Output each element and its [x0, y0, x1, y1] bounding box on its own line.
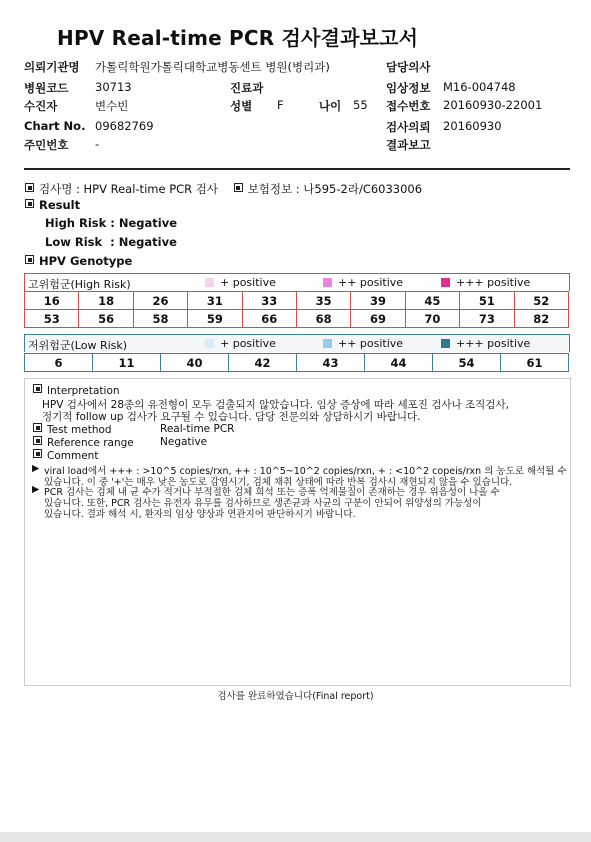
- legend-swatch-plus2: [323, 278, 332, 287]
- result-report-label: 결과보고: [386, 138, 431, 152]
- high-risk-row: [25, 310, 569, 328]
- bullet-icon: [33, 436, 42, 445]
- comment-2-line-b: 있습니다. 또한, PCR 검사는 유전자 유무를 검사하므로 생존균과 사균의 구분이 안되어 위양성의 가능성이: [44, 498, 482, 509]
- test-request-label: 검사의뢰: [386, 120, 431, 134]
- genotype-cell: 54: [433, 354, 501, 372]
- comment-arrow-1: ▶: [32, 463, 40, 474]
- header-divider: [24, 168, 570, 170]
- genotype-cell: 53: [25, 310, 79, 328]
- test-method-row: [33, 423, 112, 436]
- interpretation-heading-text: Interpretation: [47, 385, 120, 397]
- chart-no-value: 09682769: [95, 119, 154, 133]
- insurance-info: 보험정보 : 나595-2라/C6033006: [247, 182, 423, 196]
- bullet-icon: [234, 183, 243, 192]
- genotype-cell: 45: [405, 292, 459, 310]
- legend-plus3-label: +++ positive: [456, 276, 531, 289]
- genotype-cell: 40: [161, 354, 229, 372]
- comment-heading: [33, 449, 98, 462]
- low-risk-header: [24, 334, 570, 352]
- genotype-cell: 68: [296, 310, 350, 328]
- test-name: 검사명 : HPV Real-time PCR 검사: [39, 182, 219, 196]
- comment-2-line-a: PCR 검사는 검체 내 균 수가 적거나 부적절한 검체 희석 또는 증폭 억제물질이 존재하는 경우 위음성이 나올 수: [44, 487, 500, 498]
- genotype-cell: 11: [93, 354, 161, 372]
- genotype-cell: 42: [229, 354, 297, 372]
- legend-plus2: [323, 276, 403, 289]
- hospital-code-value: 30713: [95, 80, 132, 94]
- legend-low-swatch-plus3: [441, 339, 450, 348]
- test-name-line: [25, 181, 422, 197]
- bullet-icon: [33, 384, 42, 393]
- low-risk-title: 저위험군(Low Risk): [28, 339, 128, 352]
- low-risk-result: Low Risk : Negative: [45, 235, 177, 249]
- interpretation-line-1: HPV 검사에서 28종의 유전형이 모두 검출되지 않았습니다. 임상 증상에 따라 세포진 검사나 조직검사,: [42, 399, 509, 411]
- attending-physician-label: 담당의사: [386, 60, 431, 74]
- genotype-cell: 16: [25, 292, 79, 310]
- legend-plus-label: + positive: [220, 276, 276, 289]
- genotype-cell: 52: [514, 292, 568, 310]
- test-request-value: 20160930: [443, 119, 502, 133]
- final-report-note: 검사를 완료하였습니다(Final report): [217, 691, 374, 702]
- bullet-icon: [25, 183, 34, 192]
- comment-2-line-c: 있습니다. 결과 해석 시, 환자의 임상 양상과 연관지어 판단하시기 바랍니다.: [44, 509, 356, 520]
- report-title: HPV Real-time PCR 검사결과보고서: [57, 26, 419, 50]
- comment-1-line-b: 있습니다. 이 중 '+'는 매우 낮은 농도로 감염시기, 검체 채취 상태에 따라 반복 검사시 재현되지 않을 수 있습니다.: [44, 477, 513, 488]
- legend-plus3: [441, 276, 530, 289]
- genotype-cell: 51: [460, 292, 514, 310]
- high-risk-header: [24, 273, 570, 291]
- reference-range-label: Reference range: [47, 437, 134, 449]
- page-bottom-band: [0, 832, 591, 842]
- age-value: 55: [353, 98, 368, 112]
- bullet-icon: [25, 255, 34, 264]
- interpretation-heading: [33, 384, 120, 397]
- hospital-code-label: 병원코드: [24, 81, 69, 95]
- legend-plus2-label: ++ positive: [338, 276, 404, 289]
- resident-no-label: 주민번호: [24, 138, 69, 152]
- bullet-icon: [33, 423, 42, 432]
- comment-arrow-2: ▶: [32, 484, 40, 495]
- result-heading: [25, 198, 80, 212]
- patient-value: 변수빈: [95, 99, 129, 113]
- genotype-cell: 59: [188, 310, 242, 328]
- receipt-no-label: 접수번호: [386, 99, 431, 113]
- resident-no-value: -: [95, 137, 100, 151]
- high-risk-row: [25, 292, 569, 310]
- genotype-cell: 44: [365, 354, 433, 372]
- low-risk-table: [24, 353, 569, 372]
- low-risk-row: [25, 354, 569, 372]
- legend-low-plus2-label: ++ positive: [338, 337, 404, 350]
- requesting-institution-label: 의뢰기관명: [24, 60, 80, 74]
- comment-1-line-a: viral load에서 +++ : >10^5 copies/rxn, ++ : 10^5~10^2 copies/rxn, + : <10^2 copeis/rxn 의 농도로 해석될 수: [44, 466, 567, 477]
- reference-range-value: Negative: [160, 436, 208, 448]
- sex-label: 성별: [230, 99, 253, 113]
- genotype-cell: 6: [25, 354, 93, 372]
- genotype-cell: 69: [351, 310, 405, 328]
- legend-low-swatch-plus2: [323, 339, 332, 348]
- test-method-label: Test method: [47, 424, 112, 436]
- high-risk-title: 고위험군(High Risk): [28, 278, 131, 291]
- interpretation-line-2: 정기적 follow up 검사가 요구될 수 있습니다. 담당 전문의와 상담하시기 바랍니다.: [42, 411, 421, 423]
- legend-low-plus3: [441, 337, 530, 350]
- department-label: 진료과: [230, 81, 264, 95]
- legend-low-plus-label: + positive: [220, 337, 276, 350]
- high-risk-table: [24, 291, 569, 328]
- genotype-cell: 58: [133, 310, 187, 328]
- receipt-no-value: 20160930-22001: [443, 98, 543, 112]
- genotype-cell: 26: [133, 292, 187, 310]
- genotype-cell: 33: [242, 292, 296, 310]
- genotype-cell: 70: [405, 310, 459, 328]
- legend-plus: [205, 276, 276, 289]
- high-risk-result: High Risk : Negative: [45, 216, 178, 230]
- genotype-cell: 73: [460, 310, 514, 328]
- genotype-cell: 61: [501, 354, 569, 372]
- genotype-heading-text: HPV Genotype: [39, 254, 133, 268]
- legend-low-plus: [205, 337, 276, 350]
- sex-value: F: [277, 98, 284, 112]
- patient-label: 수진자: [24, 99, 58, 113]
- test-method-value: Real-time PCR: [160, 423, 235, 435]
- chart-no-label: Chart No.: [24, 119, 86, 133]
- legend-low-plus2: [323, 337, 403, 350]
- legend-swatch-plus3: [441, 278, 450, 287]
- result-heading-text: Result: [39, 198, 81, 212]
- genotype-cell: 18: [79, 292, 133, 310]
- genotype-cell: 66: [242, 310, 296, 328]
- genotype-cell: 35: [296, 292, 350, 310]
- genotype-cell: 43: [297, 354, 365, 372]
- interpretation-box: [24, 378, 571, 686]
- clinical-info-value: M16-004748: [443, 80, 516, 94]
- clinical-info-label: 임상정보: [386, 81, 431, 95]
- comment-label: Comment: [47, 450, 99, 462]
- bullet-icon: [33, 449, 42, 458]
- genotype-cell: 56: [79, 310, 133, 328]
- legend-low-swatch-plus: [205, 339, 214, 348]
- age-label: 나이: [319, 99, 342, 113]
- genotype-cell: 31: [188, 292, 242, 310]
- reference-range-row: [33, 436, 134, 449]
- genotype-cell: 39: [351, 292, 405, 310]
- genotype-cell: 82: [514, 310, 568, 328]
- requesting-institution-value: 가톨릭학원가톨릭대학교병동센트 병원(병리과): [95, 60, 330, 74]
- legend-swatch-plus: [205, 278, 214, 287]
- bullet-icon: [25, 199, 34, 208]
- genotype-heading: [25, 254, 132, 268]
- legend-low-plus3-label: +++ positive: [456, 337, 531, 350]
